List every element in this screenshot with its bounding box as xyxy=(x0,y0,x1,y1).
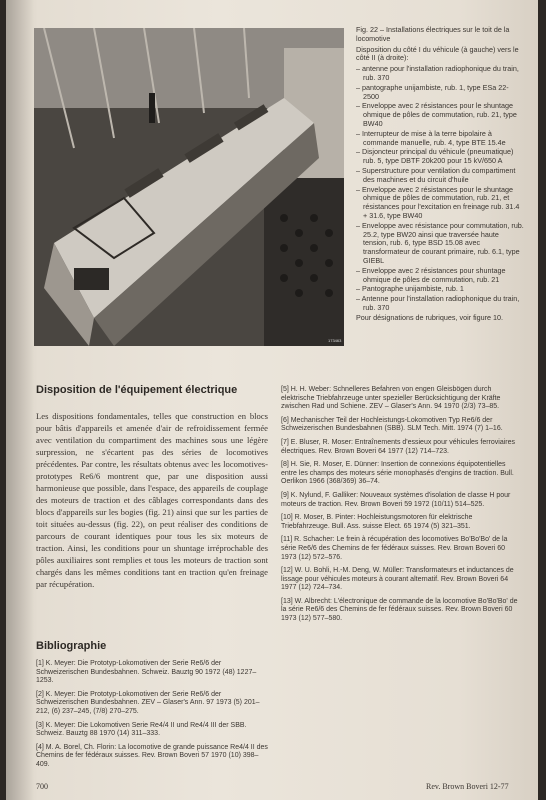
reference-item: [2] K. Meyer: Die Prototyp-Lokomotiven der Serie Re6/6 der Schweizerischen Bundesbahnen. ZEV – Glaser's Ann. 97 1973 (5) 201–212, (6) 237–245, (7/8) 270–275. xyxy=(36,690,260,715)
caption-item: – Superstructure pour ventilation du compartiment des machines et du circuit d'huile xyxy=(356,167,524,185)
page-shadow xyxy=(6,0,34,800)
figure-caption xyxy=(356,26,524,325)
journal-footer: Rev. Brown Boveri 12-77 xyxy=(426,782,509,791)
reference-item: [9] K. Nylund, F. Galliker: Nouveaux systèmes d'isolation de classe H pour moteurs de traction. Rev. Brown Boveri 59 1972 (10/11) 514–525. xyxy=(281,491,511,508)
reference-item: [10] R. Moser, B. Pinter: Hochleistungsmotoren für elektrische Triebfahrzeuge. Bull. Ass. suisse Elect. 65 1974 (5) 321–351. xyxy=(281,514,473,530)
body-text: Les dispositions fondamentales, telles que construction en blocs pour bâtis d'appareils et amenée d'air de refroidissement fermée avec ventilation du compartiment des machines sous une légère surpression, ne s'écartent pas des séries de locomotives précédentes. Par contre, les résultats obtenus avec les locomotives-prototypes Re6/6 montrent que, par une disposition aussi harmonieuse que possible, dans l'espace, des appareils de couplage des moteurs de traction et des câblages correspondants dans des blocs d'appareils sur les bogies (fig. 21) ainsi que sur les parties de toit situées au-dessus (fig. 22), on peut réaliser des conditions de parcours de courant identiques pour tous les six moteurs de traction. Ainsi, les conditions pour un shuntage irréprochable des pôles auxiliaires sont remplies et tous les moteurs de traction sont chargés dans les mêmes conditions tant en traction qu'en freinage par récupération. xyxy=(36,411,268,589)
bibliography-title: Bibliographie xyxy=(36,640,107,652)
reference-item: [1] K. Meyer: Die Prototyp-Lokomotiven der Serie Re6/6 der Schweizerischen Bundesbahnen. Schweiz. Bauztg 90 1972 (48) 1227–1253. xyxy=(36,660,257,685)
reference-item: [3] K. Meyer: Die Lokomotiven Serie Re4/4 II und Re4/4 III der SBB. Schweiz. Bauztg 88 1970 (14) 311–333. xyxy=(36,721,247,738)
caption-item: – Disjoncteur principal du véhicule (pneumatique) rub. 5, type DBTF 20k200 pour 15 kV/650 A xyxy=(356,148,524,166)
photo-credit-number: 173463 xyxy=(328,338,342,343)
caption-item: – pantographe unijambiste, rub. 1, type ESa 22-2500 xyxy=(356,84,524,102)
page-number: 700 xyxy=(36,782,48,791)
locomotive-roof-photo xyxy=(34,28,344,346)
caption-item: – Enveloppe avec 2 résistances pour le shuntage ohmique de pôles de commutation, rub. 21, et résistances pour l'excitation en freinage rub. 31.4 + 31.6, type BW40 xyxy=(356,186,524,221)
reference-item: [7] E. Bluser, R. Moser: Entraînements d'essieux pour véhicules ferroviaires électriques. Rev. Brown Boveri 64 1977 (12) 714–723. xyxy=(281,438,515,455)
bibliography-left-column xyxy=(36,660,268,775)
caption-item: – Interrupteur de mise à la terre bipolaire à commande manuelle, rub. 4, type BTE 15.4e xyxy=(356,130,524,148)
caption-title: Fig. 22 – Installations électriques sur le toit de la locomotive xyxy=(356,25,510,43)
caption-item: – Pantographe unijambiste, rub. 1 xyxy=(356,285,524,294)
reference-item: [5] H. H. Weber: Schnelleres Befahren von engen Gleisbögen durch elektrische Triebfahrzeuge unter spezieller Berücksichtigung der Kräfte zwischen Rad und Schiene. ZEV – Glaser's Ann. 94 1970 (2/3) 73–85. xyxy=(281,386,501,411)
caption-item: – antenne pour l'installation radiophonique du train, rub. 370 xyxy=(356,65,524,83)
reference-item: [4] M. A. Borel, Ch. Florin: La locomotive de grande puissance Re4/4 II des Chemins de fer fédéraux suisses. Rev. Brown Boveri 57 1970 (10) 398–409. xyxy=(36,743,268,768)
caption-item: – Enveloppe avec 2 résistances pour le shuntage ohmique de pôles de commutation, rub. 21, type BW40 xyxy=(356,102,524,128)
caption-list xyxy=(356,65,524,313)
caption-outro: Pour désignations de rubriques, voir figure 10. xyxy=(356,312,504,322)
caption-item: – Antenne pour l'installation radiophonique du train, rub. 370 xyxy=(356,295,524,313)
reference-item: [11] R. Schacher: Le frein à récupération des locomotives Bo'Bo'Bo' de la série Re6/6 des Chemins de fer fédéraux suisses. Rev. Brown Boveri 60 1973 (12) 572–576. xyxy=(281,536,508,561)
document-page xyxy=(6,0,538,800)
caption-item: – Enveloppe avec 2 résistances pour shuntage ohmique de pôles de commutation, rub. 21 xyxy=(356,267,524,285)
caption-intro: Disposition du côté I du véhicule (à gauche) vers le côté II (à droite): xyxy=(356,44,519,63)
reference-item: [8] H. Sie, R. Moser, E. Dünner: Insertion de connexions équipotentielles entre les champs des moteurs série monophasés d'engins de traction. Bull. Oerlikon 1966 (368/369) 36–74. xyxy=(281,461,514,486)
reference-item: [13] W. Albrecht: L'électronique de commande de la locomotive Bo'Bo'Bo' de la série Re6/6 des Chemins de fer fédéraux suisses. Rev. Brown Boveri 60 1973 (12) 577–580. xyxy=(281,597,518,623)
bibliography-right-column xyxy=(281,386,521,629)
section-title: Disposition de l'équipement électrique xyxy=(36,384,238,396)
reference-item: [6] Mechanischer Teil der Hochleistungs-Lokomotiven Typ Re6/6 der Schweizerischen Bundesbahnen (SBB). SLM Tech. Mitt. 1974 (7) 1–16. xyxy=(281,416,503,433)
caption-item: – Enveloppe avec résistance pour commutation, rub. 25.2, type BW20 ainsi que traversée haute tension, rub. 6, type BSD 15.08 avec transformateur de courant primaire, rub. 6.1, type GIEBL xyxy=(356,222,524,266)
reference-item: [12] W. U. Bohli, H.-M. Deng, W. Müller: Transformateurs et inductances de lissage pour véhicules moteurs à courant alternatif. Rev. Brown Boveri 64 1977 (12) 724–734. xyxy=(281,567,514,592)
